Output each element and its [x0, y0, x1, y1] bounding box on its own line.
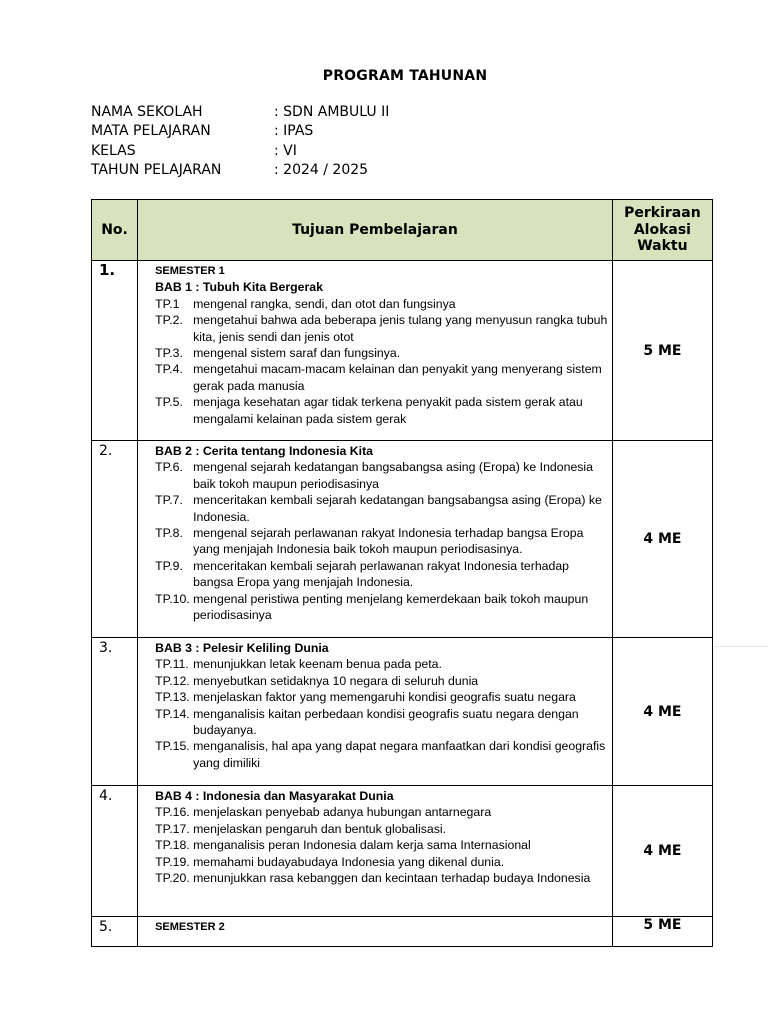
objective-item [155, 558, 612, 591]
objective-item [155, 689, 612, 705]
objective-text: menjelaskan penyebab adanya hubungan antarnegara [193, 805, 492, 820]
learning-objectives [138, 261, 613, 441]
table-row [92, 917, 713, 947]
info-label: MATA PELAJARAN [91, 123, 211, 140]
objective-text: menganalisis peran Indonesia dalam kerja sama Internasional [193, 838, 531, 853]
objective-text: memahami budayabudaya Indonesia yang dikenal dunia. [193, 854, 505, 869]
info-label: NAMA SEKOLAH [91, 103, 203, 120]
chapter-title: BAB 4 : Indonesia dan Masyarakat Dunia [155, 789, 394, 803]
row-number: 4. [92, 786, 138, 917]
objective-item [155, 837, 612, 853]
objective-code: TP.4. [155, 362, 183, 377]
objective-text: menjelaskan pengaruh dan bentuk globalisasi. [193, 821, 447, 836]
objective-item [155, 854, 612, 870]
objective-item [155, 821, 612, 837]
info-label: KELAS [91, 142, 136, 159]
objective-item [155, 738, 612, 771]
objective-text: mengenal sejarah perlawanan rakyat Indonesia terhadap bangsa Eropa yang menjajah Indonesia baik tokoh maupun periodisasinya. [193, 526, 584, 557]
header-alokasi [612, 200, 712, 261]
faint-divider [714, 646, 768, 647]
objective-code: TP.5. [155, 395, 183, 410]
objective-code: TP.10. [155, 591, 190, 606]
time-allocation: 4 ME [612, 638, 712, 786]
objective-item [155, 591, 612, 624]
objective-code: TP.1 [155, 296, 180, 311]
objective-text: menjaga kesehatan agar tidak terkena penyakit pada sistem gerak atau mengalami kelainan pada sistem gerak [193, 395, 583, 426]
objective-code: TP.12. [155, 673, 190, 688]
objective-item [155, 870, 612, 886]
table-header-row [92, 200, 713, 261]
objective-code: TP.18. [155, 838, 190, 853]
info-row-subject [91, 122, 389, 142]
objective-code: TP.13. [155, 690, 190, 705]
time-allocation: 4 ME [612, 441, 712, 638]
objective-code: TP.9. [155, 558, 183, 573]
objective-item [155, 706, 612, 739]
objective-code: TP.19. [155, 854, 190, 869]
info-value: : IPAS [274, 123, 314, 140]
learning-objectives [138, 917, 613, 947]
learning-objectives [138, 786, 613, 917]
chapter-title: BAB 2 : Cerita tentang Indonesia Kita [155, 444, 374, 458]
table-row [92, 638, 713, 786]
header-no: No. [92, 200, 138, 261]
objective-text: mengenal sistem saraf dan fungsinya. [193, 346, 401, 361]
objective-text: menceritakan kembali sejarah perlawanan rakyat Indonesia terhadap bangsa Eropa yang menjajah Indonesia. [193, 558, 570, 590]
school-info [91, 102, 389, 180]
objective-code: TP.3. [155, 346, 183, 361]
objective-item [155, 345, 612, 361]
info-value: : 2024 / 2025 [274, 162, 369, 179]
time-allocation: 5 ME [612, 261, 712, 441]
info-value: : SDN AMBULU II [274, 103, 390, 120]
objective-item [155, 656, 612, 672]
objective-item [155, 296, 612, 312]
header-alokasi-line: Alokasi [633, 221, 691, 238]
objective-item [155, 525, 612, 558]
table-row [92, 441, 713, 638]
objective-code: TP.8. [155, 526, 183, 541]
objective-text: mengetahui macam-macam kelainan dan penyakit yang menyerang sistem gerak pada manusia [193, 362, 602, 393]
document-title: PROGRAM TAHUNAN [322, 68, 488, 84]
objective-text: menunjukkan letak keenam benua pada peta. [193, 657, 442, 672]
semester-label: SEMESTER 2 [155, 921, 225, 933]
objective-text: menjelaskan faktor yang memengaruhi kondisi geografis suatu negara [193, 690, 576, 705]
objective-code: TP.2. [155, 313, 183, 328]
info-label: TAHUN PELAJARAN [91, 162, 222, 179]
objective-code: TP.16. [155, 805, 190, 820]
row-number: 2. [92, 441, 138, 638]
objective-item [155, 492, 612, 525]
objective-item [155, 394, 612, 427]
info-value: : VI [274, 142, 297, 159]
info-row-school [91, 102, 389, 122]
row-number: 3. [92, 638, 138, 786]
chapter-title: BAB 1 : Tubuh Kita Bergerak [155, 280, 323, 295]
objective-code: TP.11. [155, 657, 189, 672]
table-row [92, 786, 713, 917]
objective-item [155, 459, 612, 492]
header-alokasi-line: Waktu [637, 238, 688, 255]
objective-text: mengenal rangka, sendi, dan otot dan fungsinya [193, 296, 456, 311]
objective-text: mengenal peristiwa penting menjelang kemerdekaan baik tokoh maupun periodisasinya [193, 591, 589, 623]
row-number: 1. [92, 261, 138, 441]
table-row [92, 261, 713, 441]
objective-item [155, 312, 612, 345]
time-allocation: 4 ME [612, 786, 712, 917]
objective-text: menyebutkan setidaknya 10 negara di seluruh dunia [193, 673, 479, 688]
objective-text: menganalisis, hal apa yang dapat negara manfaatkan dari kondisi geografis yang dimiliki [193, 739, 606, 770]
objective-code: TP.6. [155, 460, 183, 475]
info-row-class [91, 141, 389, 161]
header-tujuan: Tujuan Pembelajaran [138, 200, 613, 261]
program-table [91, 199, 713, 947]
row-number: 5. [92, 917, 138, 947]
objective-code: TP.14. [155, 706, 190, 721]
objective-text: menceritakan kembali sejarah kedatangan bangsabangsa asing (Eropa) ke Indonesia. [193, 493, 602, 524]
objective-text: mengetahui bahwa ada beberapa jenis tulang yang menyusun rangka tubuh kita, jenis sendi dan jenis otot [193, 313, 608, 344]
objective-code: TP.17. [155, 821, 190, 836]
chapter-title: BAB 3 : Pelesir Keliling Dunia [155, 641, 329, 655]
objective-code: TP.15. [155, 739, 190, 754]
objective-text: mengenal sejarah kedatangan bangsabangsa asing (Eropa) ke Indonesia baik tokoh maupun periodisasinya [193, 460, 593, 491]
objective-item [155, 673, 612, 689]
objective-item [155, 804, 612, 820]
header-alokasi-line: Perkiraan [624, 205, 701, 222]
info-row-year [91, 161, 389, 181]
objective-text: menunjukkan rasa kebanggen dan kecintaan terhadap budaya Indonesia [193, 871, 591, 886]
objective-code: TP.20. [155, 871, 190, 886]
semester-label: SEMESTER 1 [155, 265, 225, 277]
learning-objectives [138, 638, 613, 786]
time-allocation: 5 ME [612, 917, 712, 947]
objective-item [155, 361, 612, 394]
objective-code: TP.7. [155, 493, 183, 508]
objective-text: menganalisis kaitan perbedaan kondisi geografis suatu negara dengan budayanya. [193, 706, 579, 738]
learning-objectives [138, 441, 613, 638]
